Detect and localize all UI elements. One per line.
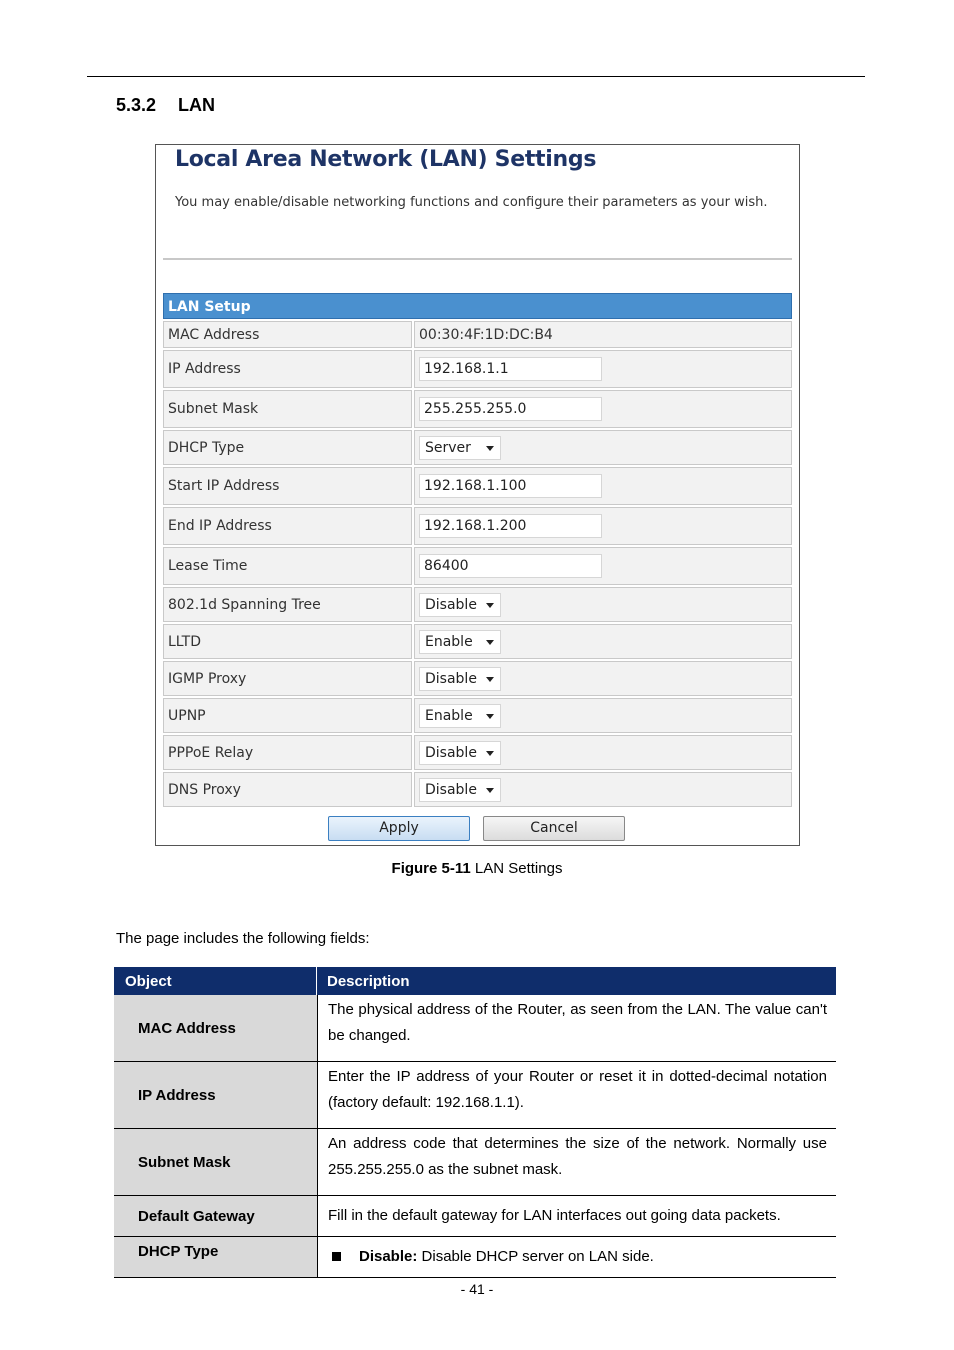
description-cell: The physical address of the Router, as seen from the LAN. The value can't be changed.	[317, 995, 836, 1061]
upnp-label: UPNP	[163, 698, 412, 733]
spanning-tree-select[interactable]	[419, 593, 501, 617]
ip-address-input[interactable]: 192.168.1.1	[419, 357, 602, 381]
fields-intro: The page includes the following fields:	[116, 930, 370, 947]
square-bullet-icon	[332, 1252, 341, 1261]
header-rule	[87, 76, 865, 77]
row-dhcp-type	[163, 430, 792, 465]
chevron-down-icon	[486, 677, 494, 682]
fields-table-header	[114, 967, 836, 995]
description-cell: Enter the IP address of your Router or reset it in dotted-decimal notation (factory default: 192.168.1.1).	[317, 1062, 836, 1128]
row-ip-address	[163, 350, 792, 388]
end-ip-label: End IP Address	[163, 507, 412, 545]
igmp-proxy-select[interactable]	[419, 667, 501, 691]
screenshot-intro: You may enable/disable networking functions and configure their parameters as your wish.	[175, 195, 768, 210]
table-row	[114, 1196, 836, 1237]
start-ip-input[interactable]: 192.168.1.100	[419, 474, 602, 498]
row-dns-proxy	[163, 772, 792, 807]
figure-title: LAN Settings	[470, 860, 563, 877]
object-cell: DHCP Type	[114, 1237, 317, 1277]
table-row	[114, 1237, 836, 1278]
chevron-down-icon	[486, 446, 494, 451]
row-spanning-tree	[163, 587, 792, 622]
bullet-text: Disable DHCP server on LAN side.	[417, 1248, 654, 1265]
header-object: Object	[114, 967, 317, 995]
pppoe-relay-label: PPPoE Relay	[163, 735, 412, 770]
mac-address-value: 00:30:4F:1D:DC:B4	[414, 321, 792, 348]
dhcp-type-selected: Server	[425, 439, 471, 456]
row-start-ip	[163, 467, 792, 505]
object-cell: IP Address	[114, 1062, 317, 1128]
pppoe-relay-select[interactable]	[419, 741, 501, 765]
row-pppoe-relay	[163, 735, 792, 770]
dns-proxy-label: DNS Proxy	[163, 772, 412, 807]
row-upnp	[163, 698, 792, 733]
table-row	[114, 995, 836, 1062]
igmp-proxy-label: IGMP Proxy	[163, 661, 412, 696]
subnet-mask-label: Subnet Mask	[163, 390, 412, 428]
row-lltd	[163, 624, 792, 659]
chevron-down-icon	[486, 640, 494, 645]
lease-time-label: Lease Time	[163, 547, 412, 585]
lan-setup-table	[163, 293, 792, 807]
row-mac-address	[163, 321, 792, 348]
row-lease-time	[163, 547, 792, 585]
bullet-term: Disable:	[359, 1248, 418, 1265]
apply-button[interactable]: Apply	[328, 816, 470, 841]
chevron-down-icon	[486, 788, 494, 793]
screenshot-title: Local Area Network (LAN) Settings	[175, 147, 597, 172]
dhcp-type-select[interactable]	[419, 436, 501, 460]
screenshot-divider	[163, 258, 792, 260]
fields-table	[114, 967, 836, 1278]
header-description: Description	[327, 973, 410, 990]
object-cell: Default Gateway	[114, 1196, 317, 1236]
igmp-proxy-selected: Disable	[425, 670, 477, 687]
chevron-down-icon	[486, 603, 494, 608]
lltd-selected: Enable	[425, 633, 473, 650]
pppoe-relay-selected: Disable	[425, 744, 477, 761]
lan-setup-header: LAN Setup	[163, 293, 792, 319]
table-row	[114, 1129, 836, 1196]
figure-caption	[0, 860, 954, 877]
section-heading	[116, 95, 215, 116]
dns-proxy-selected: Disable	[425, 781, 477, 798]
row-subnet-mask	[163, 390, 792, 428]
lltd-select[interactable]	[419, 630, 501, 654]
ip-address-label: IP Address	[163, 350, 412, 388]
section-title: LAN	[178, 95, 215, 115]
description-cell	[317, 1237, 836, 1277]
cancel-button[interactable]: Cancel	[483, 816, 625, 841]
mac-address-label: MAC Address	[163, 321, 412, 348]
subnet-mask-input[interactable]: 255.255.255.0	[419, 397, 602, 421]
description-cell: Fill in the default gateway for LAN interfaces out going data packets.	[317, 1196, 836, 1236]
lltd-label: LLTD	[163, 624, 412, 659]
table-row	[114, 1062, 836, 1129]
upnp-selected: Enable	[425, 707, 473, 724]
end-ip-input[interactable]: 192.168.1.200	[419, 514, 602, 538]
row-igmp-proxy	[163, 661, 792, 696]
start-ip-label: Start IP Address	[163, 467, 412, 505]
dhcp-type-label: DHCP Type	[163, 430, 412, 465]
object-cell: MAC Address	[114, 995, 317, 1061]
chevron-down-icon	[486, 751, 494, 756]
chevron-down-icon	[486, 714, 494, 719]
spanning-tree-label: 802.1d Spanning Tree	[163, 587, 412, 622]
lan-settings-screenshot	[155, 144, 800, 846]
section-number: 5.3.2	[116, 95, 157, 115]
object-cell: Subnet Mask	[114, 1129, 317, 1195]
dns-proxy-select[interactable]	[419, 778, 501, 802]
spanning-tree-selected: Disable	[425, 596, 477, 613]
lease-time-input[interactable]: 86400	[419, 554, 602, 578]
upnp-select[interactable]	[419, 704, 501, 728]
row-end-ip	[163, 507, 792, 545]
page-number: - 41 -	[460, 1281, 494, 1297]
figure-number: Figure 5-11	[391, 860, 471, 877]
description-cell: An address code that determines the size of the network. Normally use 255.255.255.0 as the subnet mask.	[317, 1129, 836, 1195]
